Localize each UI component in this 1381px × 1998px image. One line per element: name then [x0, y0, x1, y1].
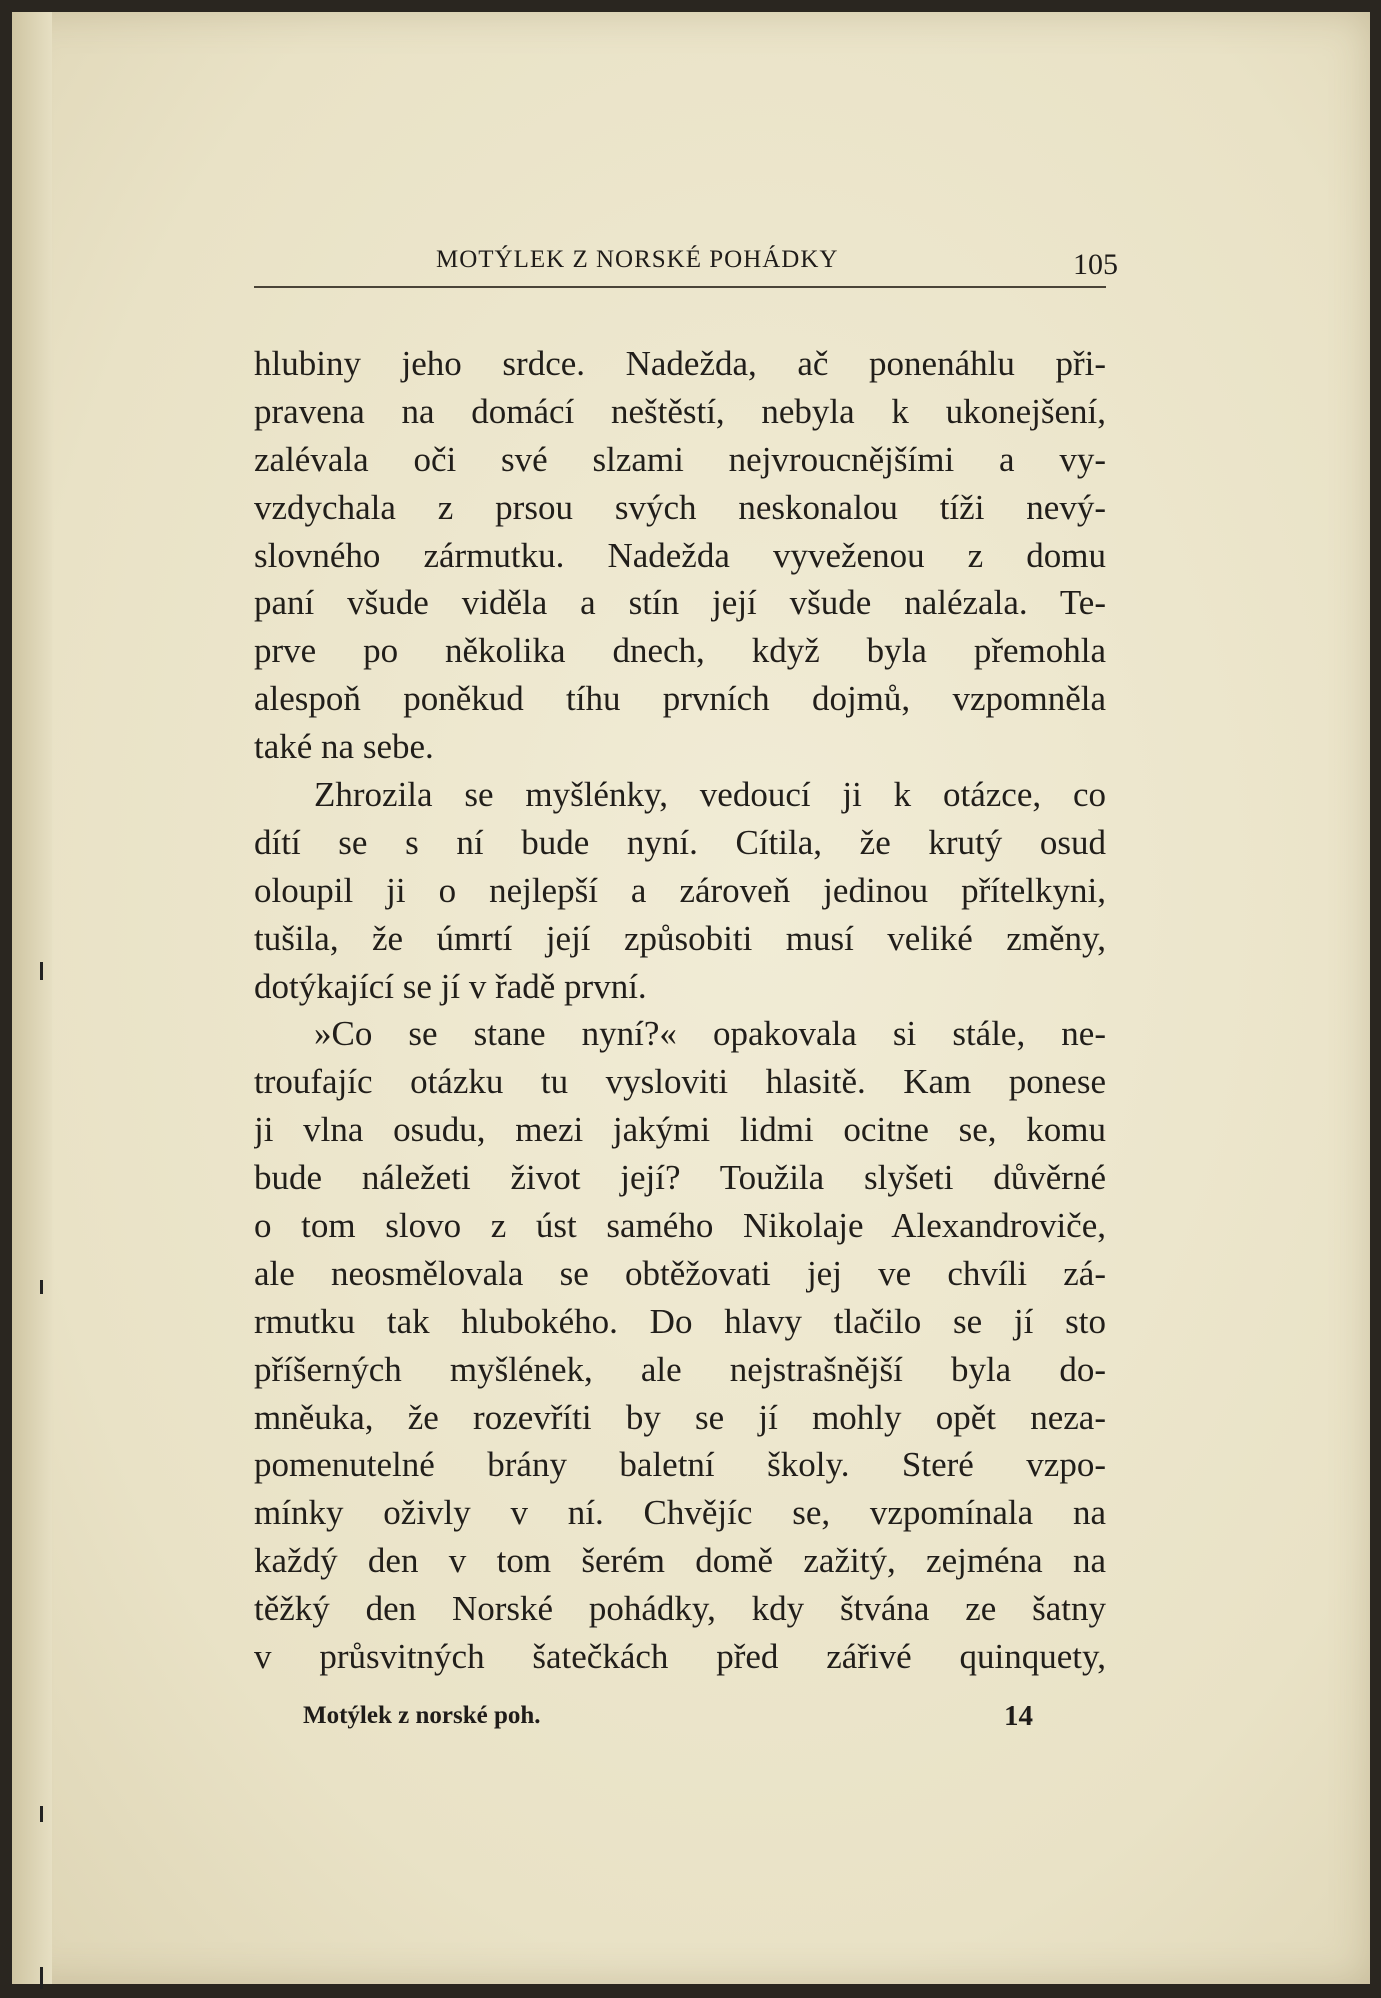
text-line: příšerných myšlének, ale nejstrašnější byla do- — [254, 1349, 1106, 1389]
text-line: mněuka, že rozevříti by se jí mohly opět neza- — [254, 1397, 1106, 1437]
text-line: ji vlna osudu, mezi jakými lidmi ocitne se, komu — [254, 1110, 1106, 1150]
text-line: dotýkající se jí v řadě první. — [254, 966, 647, 1006]
text-line: také na sebe. — [254, 727, 434, 767]
text-line: alespoň poněkud tíhu prvních dojmů, vzpomněla — [254, 679, 1106, 719]
text-line: hlubiny jeho srdce. Nadežda, ač ponenáhlu při- — [254, 344, 1106, 383]
gutter-mark — [40, 962, 43, 980]
header-rule — [254, 286, 1106, 288]
text-line: prve po několika dnech, když byla přemohla — [254, 631, 1106, 671]
text-line: slovného zármutku. Nadežda vyveženou z domu — [254, 535, 1106, 575]
page-footer — [303, 1700, 1033, 1736]
text-line: Zhrozila se myšlénky, vedoucí ji k otázce, co — [314, 775, 1106, 815]
text-line: každý den v tom šerém domě zažitý, zejména na — [254, 1541, 1106, 1581]
paragraph — [254, 340, 1106, 771]
text-line: dítí se s ní bude nyní. Cítila, že krutý osud — [254, 822, 1106, 862]
text-line: mínky oživly v ní. Chvějíc se, vzpomínala na — [254, 1493, 1106, 1533]
text-line: pravena na domácí neštěstí, nebyla k ukonejšení, — [254, 391, 1106, 431]
text-line: vzdychala z prsou svých neskonalou tíži nevý- — [254, 487, 1106, 527]
text-line: v průsvitných šatečkách před zářivé quinquety, — [254, 1637, 1106, 1677]
text-line: těžký den Norské pohádky, kdy štvána ze šatny — [254, 1589, 1106, 1629]
text-line: rmutku tak hlubokého. Do hlavy tlačilo se jí sto — [254, 1301, 1106, 1341]
text-line: pomenutelné brány baletní školy. Steré vzpo- — [254, 1445, 1106, 1485]
text-line: zalévala oči své slzami nejvroucnějšími a vy- — [254, 439, 1106, 479]
text-line: bude náležeti život její? Toužila slyšeti důvěrné — [254, 1158, 1106, 1198]
paragraph — [254, 1010, 1106, 1680]
paragraph — [254, 771, 1106, 1010]
text-line: oloupil ji o nejlepší a zároveň jedinou přítelkyni, — [254, 870, 1106, 910]
gutter-mark — [40, 1280, 43, 1294]
body-text — [254, 340, 1106, 1681]
text-line: o tom slovo z úst samého Nikolaje Alexandroviče, — [254, 1206, 1106, 1246]
gutter-mark — [40, 1967, 43, 1989]
signature-title: Motýlek z norské poh. — [303, 1702, 541, 1729]
text-line: ale neosmělovala se obtěžovati jej ve chvíli zá- — [254, 1253, 1106, 1293]
page-number: 105 — [1073, 248, 1118, 281]
running-title: MOTÝLEK Z NORSKÉ POHÁDKY — [436, 246, 839, 273]
text-line: »Co se stane nyní?« opakovala si stále, ne- — [314, 1014, 1106, 1054]
text-line: tušila, že úmrtí její způsobiti musí veliké změny, — [254, 918, 1106, 958]
signature-number: 14 — [1004, 1700, 1033, 1732]
page-header — [266, 244, 1118, 284]
text-line: troufajíc otázku tu vysloviti hlasitě. Kam ponese — [254, 1062, 1106, 1102]
gutter-mark — [40, 1806, 43, 1822]
binding-gutter — [12, 12, 52, 1984]
text-line: paní všude viděla a stín její všude nalézala. Te- — [254, 583, 1106, 623]
